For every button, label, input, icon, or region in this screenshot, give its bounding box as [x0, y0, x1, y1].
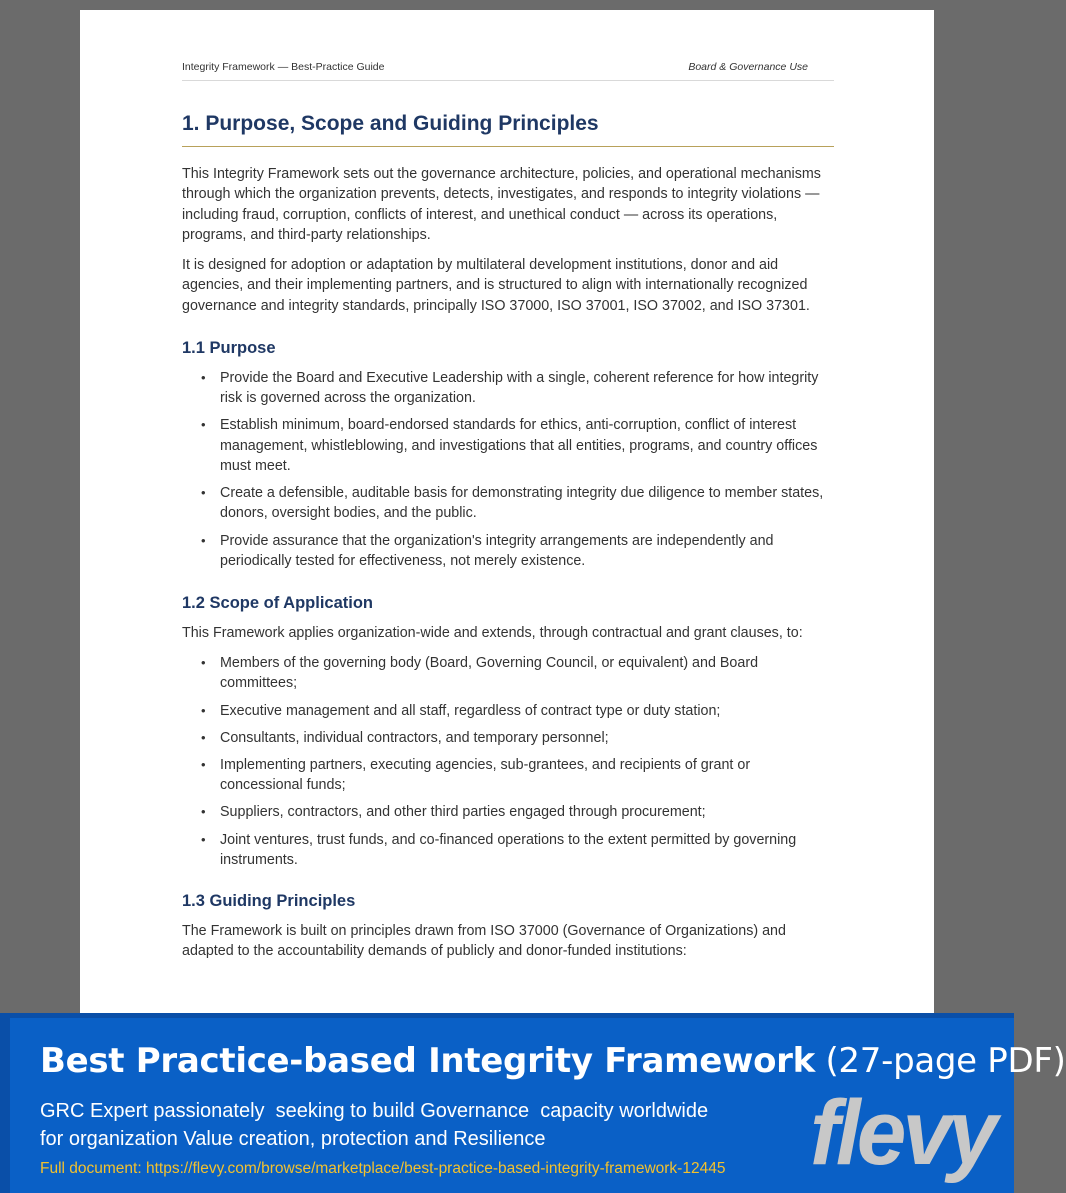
purpose-item-text: Provide assurance that the organization's integrity arrangements are independently and periodically tested for effectiveness, not merely existence.: [220, 532, 774, 569]
bullet-icon: •: [201, 370, 206, 386]
principles-heading: 1.3 Guiding Principles: [182, 892, 356, 911]
intro-paragraph-1: This Integrity Framework sets out the governance architecture, policies, and operational mechanisms through which the organization prevents, detects, investigates, and responds to integrity violations — including fraud, corruption, conflicts of interest, and unethical conduct — across its operations, programs, and third-party relationships.: [182, 166, 821, 243]
flevy-logo[interactable]: [806, 1082, 1002, 1184]
promo-banner-left-edge: [0, 1013, 10, 1193]
scope-heading: 1.2 Scope of Application: [182, 593, 373, 612]
scope-item-text: Members of the governing body (Board, Governing Council, or equivalent) and Board committees;: [220, 655, 759, 692]
scope-item-text: Suppliers, contractors, and other third parties engaged through procurement;: [220, 804, 706, 821]
bullet-icon: •: [201, 729, 206, 745]
full-document-link[interactable]: Full document: https://flevy.com/browse/marketplace/best-practice-based-integrity-framework-12445: [40, 1160, 726, 1177]
scope-item: [182, 728, 834, 748]
promo-title-main: Best Practice-based Integrity Framework: [40, 1041, 815, 1081]
purpose-heading: 1.1 Purpose: [182, 339, 276, 358]
scope-item: [182, 802, 834, 822]
scope-item: [182, 653, 834, 693]
promo-description: [40, 1097, 780, 1153]
bullet-icon: •: [201, 532, 206, 548]
document-page: [80, 10, 934, 1020]
section-body: [182, 110, 834, 962]
promo-description-line-2: for organization Value creation, protection and Resilience: [40, 1128, 546, 1150]
purpose-item: [182, 368, 834, 408]
running-header: [182, 60, 834, 81]
scope-item-text: Joint ventures, trust funds, and co-financed operations to the extent permitted by governing instruments.: [220, 831, 797, 868]
running-header-title: Integrity Framework — Best-Practice Guide: [182, 61, 385, 73]
purpose-list: [182, 368, 834, 571]
scope-item-text: Implementing partners, executing agencies, sub-grantees, and recipients of grant or concessional funds;: [220, 757, 751, 794]
purpose-item-text: Create a defensible, auditable basis for demonstrating integrity due diligence to member states, donors, oversight bodies, and the public.: [220, 485, 824, 522]
promo-banner-top-edge: [0, 1013, 1014, 1018]
bullet-icon: •: [201, 804, 206, 820]
running-header-audience: Board & Governance Use: [688, 61, 808, 73]
bullet-icon: •: [201, 831, 206, 847]
scope-item-text: Consultants, individual contractors, and temporary personnel;: [220, 729, 609, 746]
bullet-icon: •: [201, 485, 206, 501]
scope-list: [182, 653, 834, 870]
scope-item: [182, 830, 834, 870]
scope-item: [182, 701, 834, 721]
bullet-icon: •: [201, 757, 206, 773]
promo-title-pages: (27-page PDF): [825, 1041, 1066, 1081]
section-title: 1. Purpose, Scope and Guiding Principles: [182, 110, 834, 147]
scope-intro: This Framework applies organization-wide and extends, through contractual and grant clauses, to:: [182, 624, 803, 641]
purpose-item: [182, 483, 834, 523]
bullet-icon: •: [201, 702, 206, 718]
scope-item-text: Executive management and all staff, regardless of contract type or duty station;: [220, 702, 721, 719]
promo-title: [40, 1038, 1066, 1084]
scope-item: [182, 755, 834, 795]
purpose-item-text: Provide the Board and Executive Leadership with a single, coherent reference for how integrity risk is governed across the organization.: [220, 370, 819, 407]
intro-paragraph-2: It is designed for adoption or adaptation by multilateral development institutions, donor and aid agencies, and their implementing partners, and is structured to align with internationally recognized governance and integrity standards, principally ISO 37000, ISO 37001, ISO 37002, and ISO 37301.: [182, 257, 810, 314]
promo-description-line-1: GRC Expert passionately seeking to build Governance capacity worldwide: [40, 1100, 709, 1122]
purpose-item: [182, 415, 834, 476]
purpose-item: [182, 531, 834, 571]
flevy-logo-text: flevy: [810, 1082, 1002, 1184]
bullet-icon: •: [201, 655, 206, 671]
bullet-icon: •: [201, 417, 206, 433]
purpose-item-text: Establish minimum, board-endorsed standards for ethics, anti-corruption, conflict of interest management, whistleblowing, and investigations that all entities, programs, and country offices must meet.: [220, 417, 818, 474]
principles-intro: The Framework is built on principles drawn from ISO 37000 (Governance of Organizations) and adapted to the accountability demands of publicly and donor-funded institutions:: [182, 923, 786, 960]
